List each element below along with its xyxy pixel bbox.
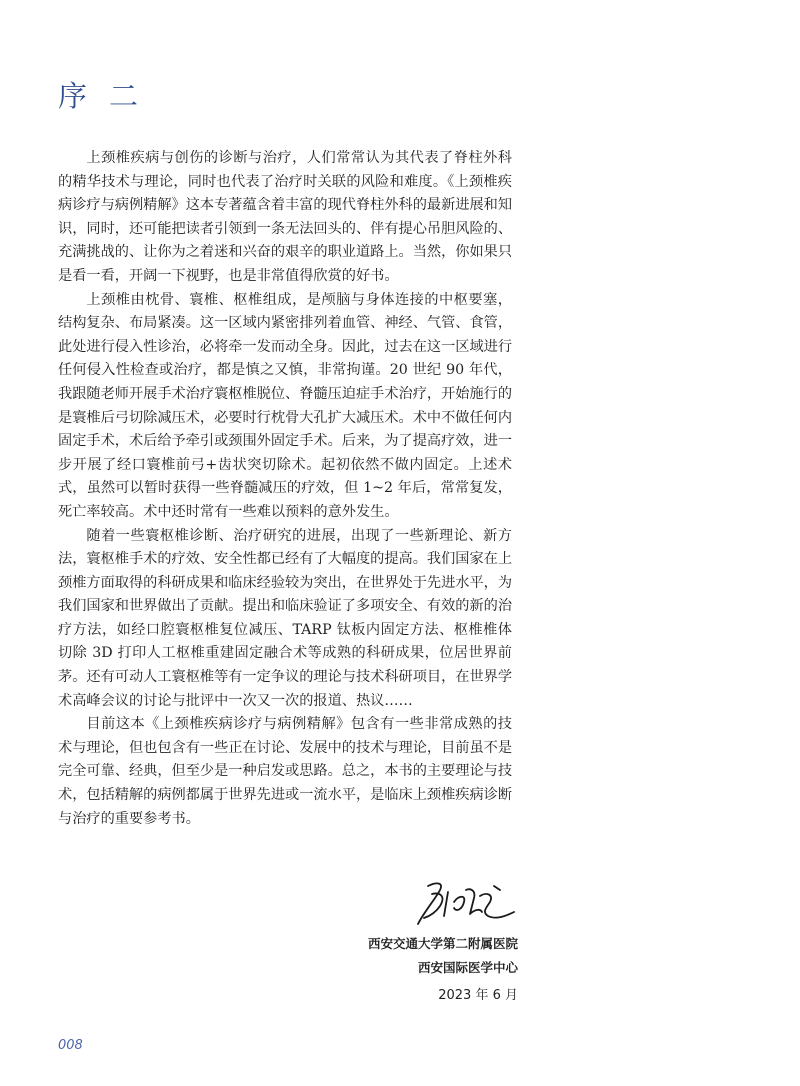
paragraph-1: 上颈椎疾病与创伤的诊断与治疗，人们常常认为其代表了脊柱外科的精华技术与理论，同时也代表了治疗时关联的风险和难度。《上颈椎疾病诊疗与病例精解》这本专著蕴含着丰富的现代脊柱外科的最新进展和知识，同时，还可能把读者引领到一条无法回头的、伴有提心吊胆风险的、充满挑战的、让你为之着迷和兴奋的艰辛的职业道路上。当然，你如果只是看一看，开阔一下视野，也是非常值得欣赏的好书。: [58, 150, 513, 284]
page-number: 008: [58, 1038, 83, 1053]
heading-char-1: 序: [58, 79, 88, 113]
paragraph-3: 随着一些寰枢椎诊断、治疗研究的进展，出现了一些新理论、新方法，寰枢椎手术的疗效、安全性都已经有了大幅度的提高。我们国家在上颈椎方面取得的科研成果和临床经验较为突出，在世界处于先进水平，为我们国家和世界做出了贡献。提出和临床验证了多项安全、有效的新的治疗方法，如经口腔寰枢椎复位减压、TARP 钛板内固定方法、枢椎椎体切除 3D 打印人工枢椎重建固定融合术等成熟的科研成果，位居世界前茅。还有可动人工寰枢椎等有一定争议的理论与技术科研项目，在世界学术高峰会议的讨论与批评中一次又一次的报道、热议……: [58, 527, 513, 709]
paragraph-4: 目前这本《上颈椎疾病诊疗与病例精解》包含有一些非常成熟的技术与理论，但也包含有一些正在讨论、发展中的技术与理论，目前虽不是完全可靠、经典，但至少是一种启发或思路。总之，本书的主要理论与技术，包括精解的病例都属于世界先进或一流水平，是临床上颈椎疾病诊断与治疗的重要参考书。: [58, 716, 513, 827]
paragraph-2: 上颈椎由枕骨、寰椎、枢椎组成，是颅脑与身体连接的中枢要塞，结构复杂、布局紧凑。这一区域内紧密排列着血管、神经、气管、食管，此处进行侵入性诊治，必将牵一发而动全身。因此，过去在这一区域进行任何侵入性检查或治疗，都是慎之又慎，非常拘谨。20 世纪 90 年代，我跟随老师开展手术治疗寰枢椎脱位、脊髓压迫症手术治疗，开始施行的是寰椎后弓切除减压术，必要时行枕骨大孔扩大减压术。术中不做任何内固定手术，术后给予牵引或颈围外固定手术。后来，为了提高疗效，进一步开展了经口寰椎前弓+齿状突切除术。起初依然不做内固定。上述术式，虽然可以暂时获得一些脊髓减压的疗效，但 1~2 年后，常常复发，死亡率较高。术中还时常有一些难以预料的意外发生。: [58, 291, 513, 520]
date-line: 2023 年 6 月: [438, 988, 518, 1003]
preface-body: [58, 147, 512, 831]
affiliation-hospital: 西安交通大学第二附属医院: [367, 936, 518, 951]
affiliation-center: 西安国际医学中心: [417, 960, 518, 975]
heading-char-2: 二: [109, 79, 139, 113]
handwritten-signature: [410, 872, 520, 932]
section-heading: [58, 78, 138, 114]
